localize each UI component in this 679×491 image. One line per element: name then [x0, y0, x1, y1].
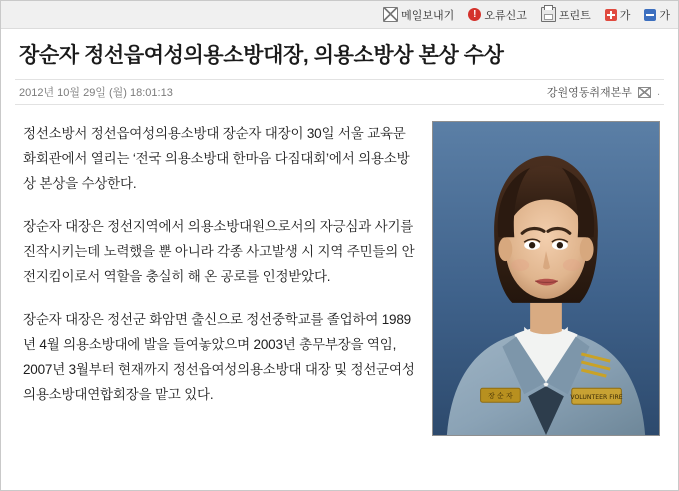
paragraph-2: 장순자 대장은 정선지역에서 의용소방대원으로서의 자긍심과 사기를 진작시키는데 노력했을 뿐 아니라 각종 사고발생 시 지역 주민들의 안전지킴이로서 역할을 충실히 해 온 공로를 인정받았다. — [23, 219, 415, 285]
svg-text:VOLUNTEER FIRE: VOLUNTEER FIRE — [570, 394, 623, 402]
svg-text:장 순 자: 장 순 자 — [488, 392, 513, 401]
print-button[interactable] — [541, 7, 591, 23]
report-error-button[interactable] — [468, 7, 527, 23]
send-mail-button[interactable] — [383, 7, 454, 23]
page-title: 장순자 정선읍여성의용소방대장, 의용소방상 본상 수상 — [19, 44, 504, 67]
volunteer-fire-patch — [570, 389, 622, 405]
report-error-label: 오류신고 — [484, 9, 527, 22]
photo-figure — [432, 121, 660, 436]
envelope-icon[interactable] — [638, 87, 651, 98]
nametag — [481, 389, 521, 403]
send-mail-label: 메일보내기 — [401, 9, 455, 22]
font-increase-icon — [605, 9, 617, 21]
article-toolbar — [1, 1, 678, 29]
printer-icon — [541, 7, 556, 22]
font-increase-button[interactable] — [605, 7, 631, 23]
font-decrease-button[interactable] — [644, 7, 670, 23]
mail-icon — [383, 7, 398, 22]
byline-group — [547, 84, 660, 100]
portrait-photo — [432, 121, 660, 436]
font-decrease-icon — [644, 9, 656, 21]
article-body — [1, 105, 678, 407]
article-meta — [15, 79, 664, 105]
timestamp: 2012년 10월 29일 (월) 18:01:13 — [19, 87, 173, 100]
paragraph-1: 정선소방서 정선읍여성의용소방대 장순자 대장이 30일 서울 교육문화회관에서 열리는 ‘전국 의용소방대 한마음 다짐대회’에서 의용소방상 본상을 수상한다. — [23, 126, 410, 192]
byline[interactable]: 강원영동취재본부 — [546, 87, 632, 100]
byline-trailing-mark: . — [656, 86, 660, 99]
title-area — [1, 29, 678, 79]
font-decrease-label: 가 — [659, 9, 670, 22]
alert-icon: ! — [468, 8, 481, 21]
font-increase-label: 가 — [619, 9, 631, 22]
print-label: 프린트 — [558, 9, 591, 22]
paragraph-3: 장순자 대장은 정선군 화암면 출신으로 정선중학교를 졸업하여 1989년 4월 의용소방대에 발을 들여놓았으며 2003년 총무부장을 역임, 2007년 3월부터 현재까지 정선읍여성의용소방대 대장 및 정선군여성의용소방대연합회장을 맡고 있다. — [23, 312, 415, 403]
